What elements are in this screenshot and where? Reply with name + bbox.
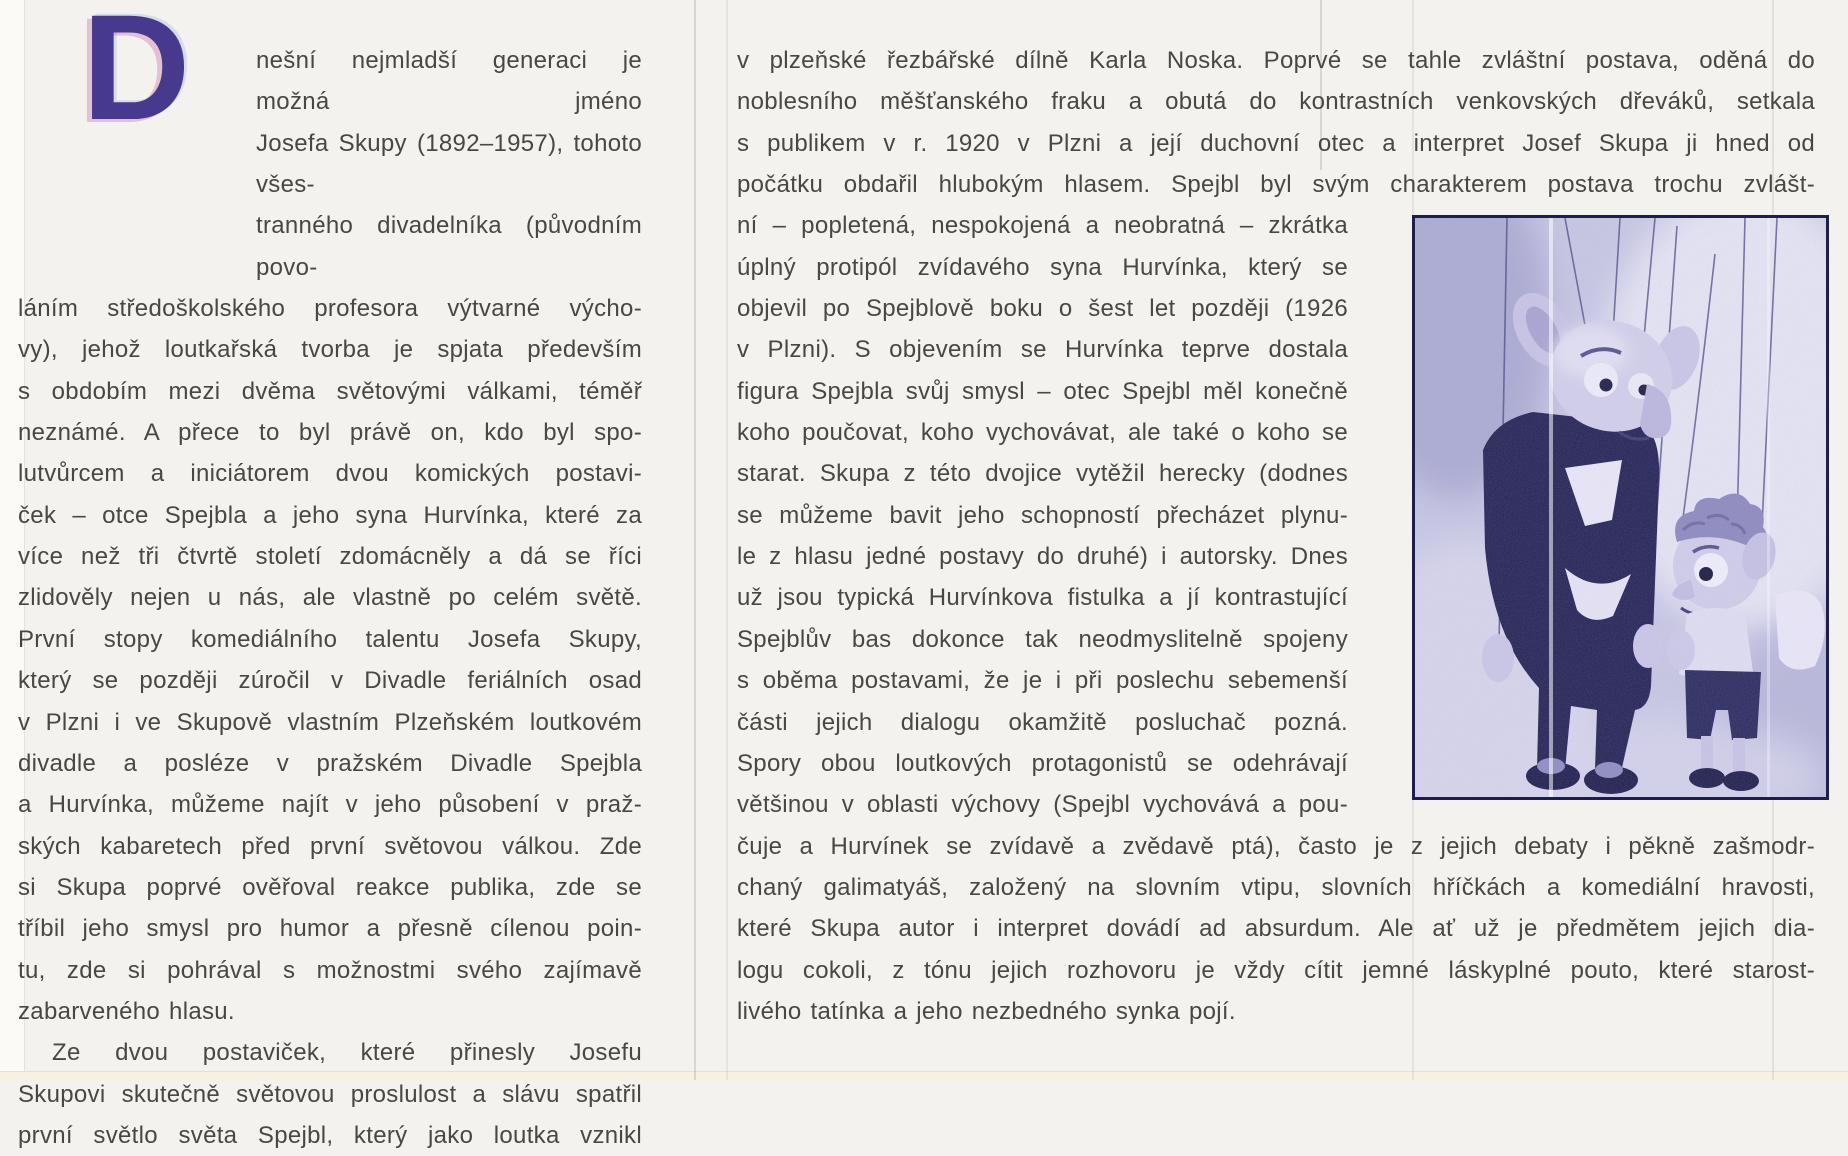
fold-crease	[694, 0, 696, 1080]
fold-crease	[726, 0, 728, 1080]
text-line: tranného divadelníka (původním povo-	[256, 212, 642, 281]
text-line: první světlo světa Spejbl, který jako loutka vznikl	[18, 1121, 642, 1149]
text-line: v Plzni i ve Skupově vlastním Plzeňském loutkovém	[18, 708, 642, 736]
text-line: koho poučovat, koho vychovávat, ale také o koho se	[737, 419, 1348, 447]
text-line: tříbil jeho smysl pro humor a přesně cílenou poin-	[18, 915, 642, 943]
photo-spejbl-hurvinek-marionettes	[1412, 215, 1829, 800]
text-line: neznámé. A přece to byl právě on, kdo byl spo-	[18, 419, 642, 447]
text-line: lutvůrcem a iniciátorem dvou komických postavi-	[18, 460, 642, 488]
text-line: čuje a Hurvínek se zvídavě a zvědavě ptá), často je z jejich debaty i pěkně zašmodr-	[737, 832, 1815, 860]
page-left-text	[18, 40, 642, 1156]
text-line: úplný protipól zvídavého syna Hurvínka, který se	[737, 253, 1348, 281]
text-line: s obdobím mezi dvěma světovými válkami, téměř	[18, 377, 642, 405]
text-line: v plzeňské řezbářské dílně Karla Noska. Poprvé se tahle zvláštní postava, oděná do	[737, 47, 1815, 74]
text-line: divadle a posléze v pražském Divadle Spejbla	[18, 749, 642, 777]
text-line: starat. Skupa z této dvojice vytěžil herecky (dodnes	[737, 460, 1348, 488]
text-line: láním středoškolského profesora výtvarné výcho-	[18, 295, 642, 323]
text-line: Skupovi skutečně světovou proslulost a slávu spatřil	[18, 1080, 642, 1108]
text-line: už jsou typická Hurvínkova fistulka a jí kontrastující	[737, 584, 1348, 612]
text-line: Spejblův bas dokonce tak neodmyslitelně spojeny	[737, 625, 1348, 653]
text-line: ských kabaretech před první světovou válkou. Zde	[18, 832, 642, 860]
text-line: tu, zde si pohrával s možnostmi svého zajímavě	[18, 956, 642, 984]
text-line: a Hurvínka, můžeme najít v jeho působení v praž-	[18, 791, 642, 819]
text-line: První stopy komediálního talentu Josefa Skupy,	[18, 625, 642, 653]
text-line: le z hlasu jedné postavy do druhé) i autorsky. Dnes	[737, 543, 1348, 571]
text-line: chaný galimatyáš, založený na slovním vtipu, slovních hříčkách a komediální hravosti,	[737, 873, 1815, 901]
text-line: livého tatínka a jeho nezbedného synka pojí.	[737, 997, 1236, 1025]
text-line: Josefa Skupy (1892–1957), tohoto všes-	[256, 129, 642, 199]
text-line: se můžeme bavit jeho schopností přecházet plynu-	[737, 501, 1348, 529]
text-line: vy), jehož loutkařská tvorba je spjata především	[18, 336, 642, 364]
text-line: zabarveného hlasu.	[18, 997, 235, 1025]
text-line: logu cokoli, z tónu jejich rozhovoru je vždy cítit jemné láskyplné pouto, které starost-	[737, 956, 1815, 984]
text-line: více než tři čtvrtě století zdomácněly a dá se říci	[18, 543, 642, 571]
text-line: v Plzni). S objevením se Hurvínka teprve dostala	[737, 336, 1348, 364]
text-line: který se později zúročil v Divadle feriálních osad	[18, 667, 642, 695]
text-line: Ze dvou postaviček, které přinesly Josefu	[52, 1039, 642, 1067]
text-line: části jejich dialogu okamžitě posluchač pozná.	[737, 708, 1348, 736]
text-line: s publikem v r. 1920 v Plzni a její duchovní otec a interpret Josef Skupa ji hned od	[737, 129, 1815, 157]
text-line: ní – popletená, nespokojená a neobratná – zkrátka	[737, 212, 1348, 240]
text-line: Spory obou loutkových protagonistů se odehrávají	[737, 749, 1348, 777]
text-line: noblesního měšťanského fraku a obutá do kontrastních venkovských dřeváků, setkala	[737, 88, 1815, 116]
text-line: objevil po Spejblově boku o šest let později (1926	[737, 295, 1348, 323]
text-line: ček – otce Spejbla a jeho syna Hurvínka, které za	[18, 501, 642, 529]
text-line: si Skupa poprvé ověřoval reakce publika, zde se	[18, 873, 642, 901]
text-line: s oběma postavami, že je i při poslechu sebemenší	[737, 667, 1348, 695]
text-line: figura Spejbla svůj smysl – otec Spejbl měl konečně	[737, 377, 1348, 405]
text-line: které Skupa autor i interpret dovádí ad absurdum. Ale ať už je předmětem jejich dia-	[737, 915, 1815, 943]
text-line: většinou v oblasti výchovy (Spejbl vychovává a pou-	[737, 791, 1348, 819]
text-line: nešní nejmladší generaci je možná jméno	[256, 47, 642, 116]
text-line: zlidověly nejen u nás, ale vlastně po celém světě.	[18, 584, 642, 612]
text-line: počátku obdařil hlubokým hlasem. Spejbl byl svým charakterem postava trochu zvlášt-	[737, 171, 1815, 199]
drop-cap-letter: D	[82, 0, 191, 151]
puppet-photo-illustration	[1415, 218, 1826, 797]
